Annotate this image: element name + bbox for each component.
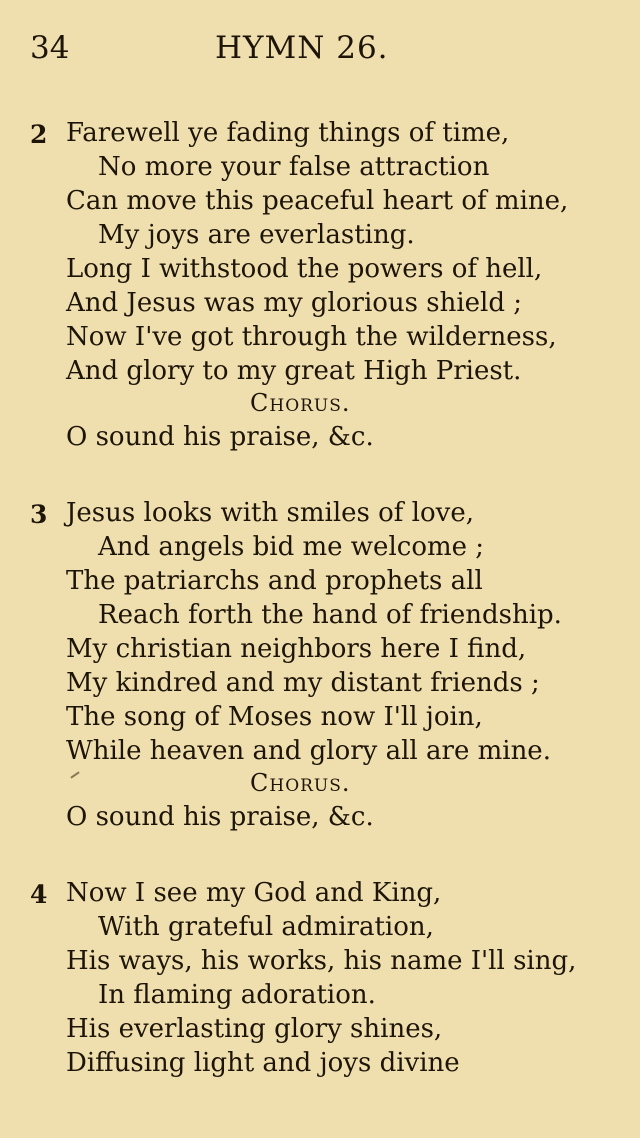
ink-speck	[70, 771, 79, 778]
verse-line: My kindred and my distant friends ;	[66, 668, 540, 698]
verse-line: Long I withstood the powers of hell,	[66, 254, 543, 284]
verse-line: His ways, his works, his name I'll sing,	[66, 946, 577, 976]
verse-number: 4	[30, 880, 48, 909]
verse-line: The patriarchs and prophets all	[66, 566, 483, 596]
verse-number: 2	[30, 120, 48, 149]
verse-line: Now I've got through the wilderness,	[66, 322, 557, 352]
verse-line: And Jesus was my glorious shield ;	[66, 288, 523, 318]
verse-line: Jesus looks with smiles of love,	[66, 498, 474, 528]
chorus-label: Chorus.	[250, 769, 351, 797]
verse-line: Diffusing light and joys divine	[66, 1048, 460, 1078]
verse-line: Farewell ye fading things of time,	[66, 118, 510, 148]
chorus-label: Chorus.	[250, 389, 351, 417]
verse-line: Reach forth the hand of friendship.	[98, 600, 562, 630]
verse-line: And angels bid me welcome ;	[98, 532, 485, 562]
chorus-line: O sound his praise, &c.	[66, 422, 374, 452]
page-number: 34	[30, 30, 70, 66]
verse-line: The song of Moses now I'll join,	[66, 702, 483, 732]
verse-line: My joys are everlasting.	[98, 220, 415, 250]
verse-line: While heaven and glory all are mine.	[66, 736, 551, 766]
verse-line: Now I see my God and King,	[66, 878, 442, 908]
verse-line: In flaming adoration.	[98, 980, 376, 1010]
verse-line: With grateful admiration,	[98, 912, 434, 942]
verse-line: Can move this peaceful heart of mine,	[66, 186, 569, 216]
verse-line: His everlasting glory shines,	[66, 1014, 443, 1044]
chorus-line: O sound his praise, &c.	[66, 802, 374, 832]
verse-line: My christian neighbors here I find,	[66, 634, 527, 664]
verse-line: And glory to my great High Priest.	[66, 356, 522, 386]
verse-number: 3	[30, 500, 48, 529]
verse-line: No more your false attraction	[98, 152, 490, 182]
hymn-title: HYMN 26.	[215, 30, 389, 66]
